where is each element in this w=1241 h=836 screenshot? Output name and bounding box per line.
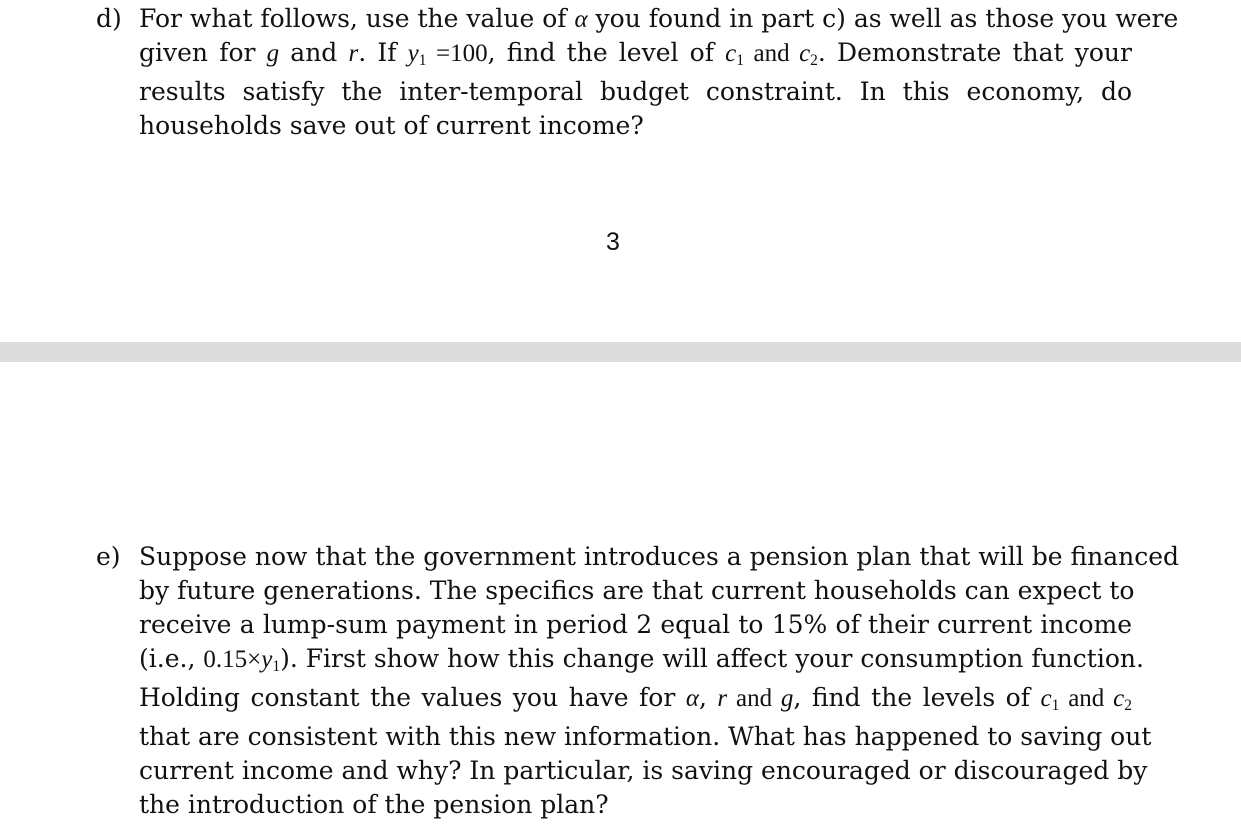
subscript: 1 <box>272 657 281 675</box>
question-e-line-5 <box>139 681 1132 716</box>
c-symbol: c <box>725 40 737 67</box>
text-run: . If <box>358 38 408 67</box>
subscript: 2 <box>1124 696 1132 714</box>
page-separator <box>0 342 1241 362</box>
question-e-line-2: by future generations. The specifics are that current households can expect to <box>139 576 1135 605</box>
text-run: . Demonstrate that your <box>817 38 1132 67</box>
subscript: 1 <box>736 51 744 69</box>
question-d-label: d) <box>96 4 122 33</box>
r-symbol: r <box>717 685 728 712</box>
text-run: given for <box>139 38 267 67</box>
question-d-line-4: households save out of current income? <box>139 111 644 140</box>
g-symbol: g <box>266 40 280 67</box>
question-d-line-3: results satisfy the inter-temporal budget constraint. In this economy, do <box>139 77 1132 106</box>
text-run: Holding constant the values you have for <box>139 683 686 712</box>
r-symbol: r <box>348 40 359 67</box>
g-symbol: g <box>780 685 794 712</box>
y-symbol: y <box>261 646 273 673</box>
equation-value: =100 <box>426 40 488 67</box>
text-run: and <box>727 685 781 712</box>
y-symbol: y <box>407 40 419 67</box>
question-e-label: e) <box>96 542 121 571</box>
question-e-line-7: current income and why? In particular, is saving encouraged or discouraged by <box>139 756 1148 785</box>
page-number: 3 <box>606 228 620 256</box>
question-e-line-3: receive a lump-sum payment in period 2 equal to 15% of their current income <box>139 610 1132 639</box>
subscript: 2 <box>810 51 818 69</box>
text-run: you found in part c) as well as those you were <box>587 4 1179 33</box>
text-run: and <box>279 38 349 67</box>
subscript: 1 <box>418 51 427 69</box>
text-run: For what follows, use the value of <box>139 4 575 33</box>
subscript: 1 <box>1051 696 1060 714</box>
question-e-line-4 <box>139 642 1144 677</box>
times-symbol: × <box>247 646 262 673</box>
document-page-upper <box>0 0 1241 342</box>
document-page-lower <box>0 362 1241 836</box>
c-symbol: c <box>799 40 811 67</box>
question-d-line-2 <box>139 36 1132 71</box>
text-run: and <box>744 40 800 67</box>
text-run: , find the levels of <box>793 683 1041 712</box>
question-d-line-1 <box>139 2 1179 37</box>
question-e-line-6: that are consistent with this new information. What has happened to saving out <box>139 722 1152 751</box>
alpha-symbol: α <box>574 6 588 33</box>
text-run: (i.e., <box>139 644 204 673</box>
text-run: and <box>1059 685 1114 712</box>
text-run: , find the level of <box>487 38 726 67</box>
c-symbol: c <box>1040 685 1052 712</box>
alpha-symbol: α <box>685 685 699 712</box>
equation-value: 0.15 <box>203 646 248 673</box>
text-run: , <box>698 683 718 712</box>
question-e-line-1: Suppose now that the government introduces a pension plan that will be financed <box>139 542 1180 571</box>
c-symbol: c <box>1113 685 1125 712</box>
text-run: ). First show how this change will affect your consumption function. <box>280 644 1144 673</box>
question-e-line-8: the introduction of the pension plan? <box>139 790 609 819</box>
